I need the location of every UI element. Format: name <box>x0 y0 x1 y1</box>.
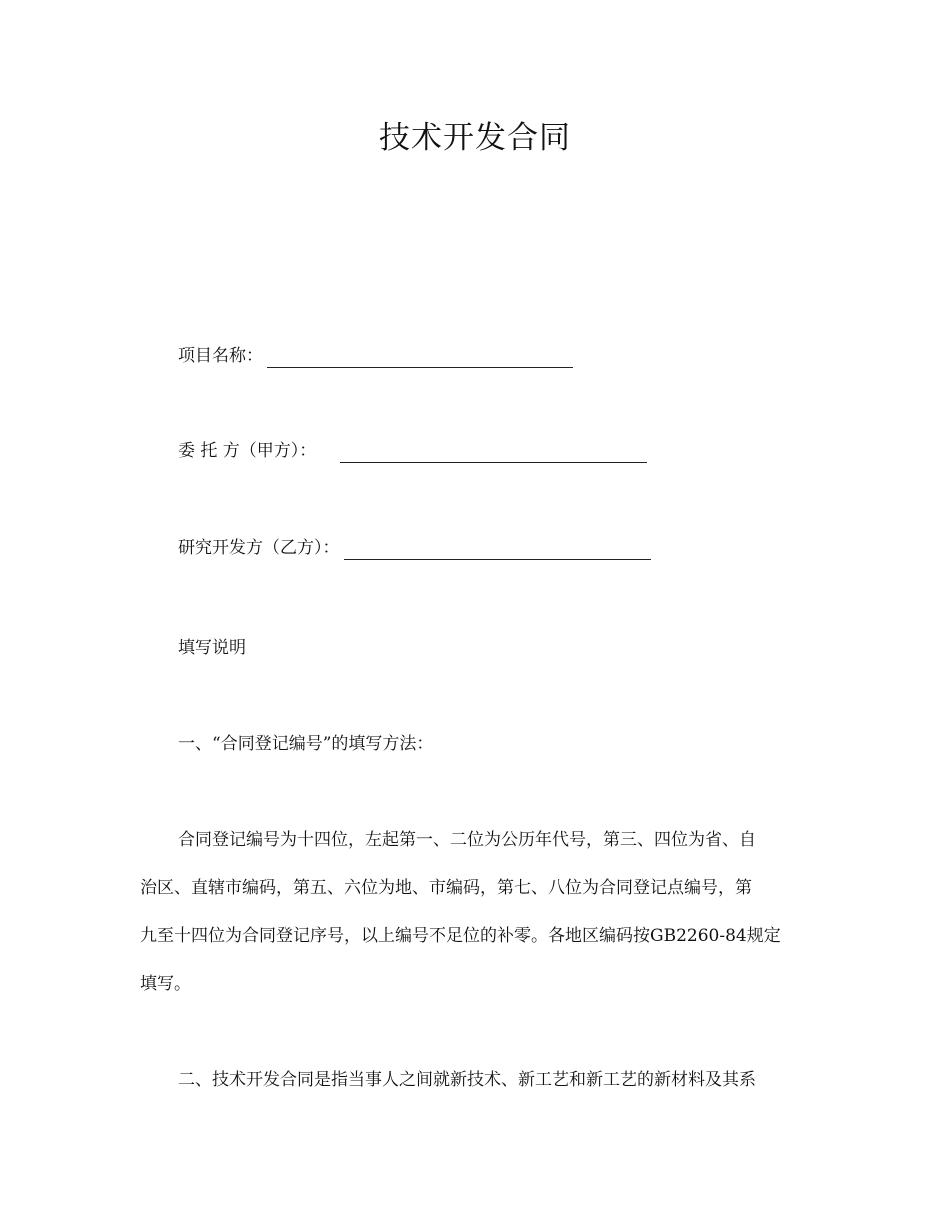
section-heading: 填写说明 <box>178 638 246 658</box>
item1-line-4: 填写。 <box>140 974 191 994</box>
item1-line-2: 治区、直辖市编码，第五、六位为地、市编码，第七、八位为合同登记点编号，第 <box>140 878 752 898</box>
document-title: 技术开发合同 <box>379 120 571 156</box>
item1-heading: 一、“合同登记编号”的填写方法： <box>178 734 434 754</box>
project-name-field <box>178 344 573 368</box>
developer-field <box>178 536 651 560</box>
client-field <box>178 439 647 463</box>
client-label: 委 托 方（甲方）： <box>178 441 317 461</box>
item1-line-1: 合同登记编号为十四位，左起第一、二位为公历年代号，第三、四位为省、自 <box>178 830 756 850</box>
developer-label: 研究开发方（乙方）： <box>178 538 340 558</box>
developer-blank[interactable] <box>344 539 651 560</box>
item2-line-1: 二、技术开发合同是指当事人之间就新技术、新工艺和新工艺的新材料及其系 <box>178 1070 756 1090</box>
project-name-label: 项目名称： <box>178 346 263 366</box>
client-blank[interactable] <box>340 442 647 463</box>
item1-line-3: 九至十四位为合同登记序号，以上编号不足位的补零。各地区编码按GB2260-84规定 <box>140 926 781 946</box>
project-name-blank[interactable] <box>267 347 573 368</box>
